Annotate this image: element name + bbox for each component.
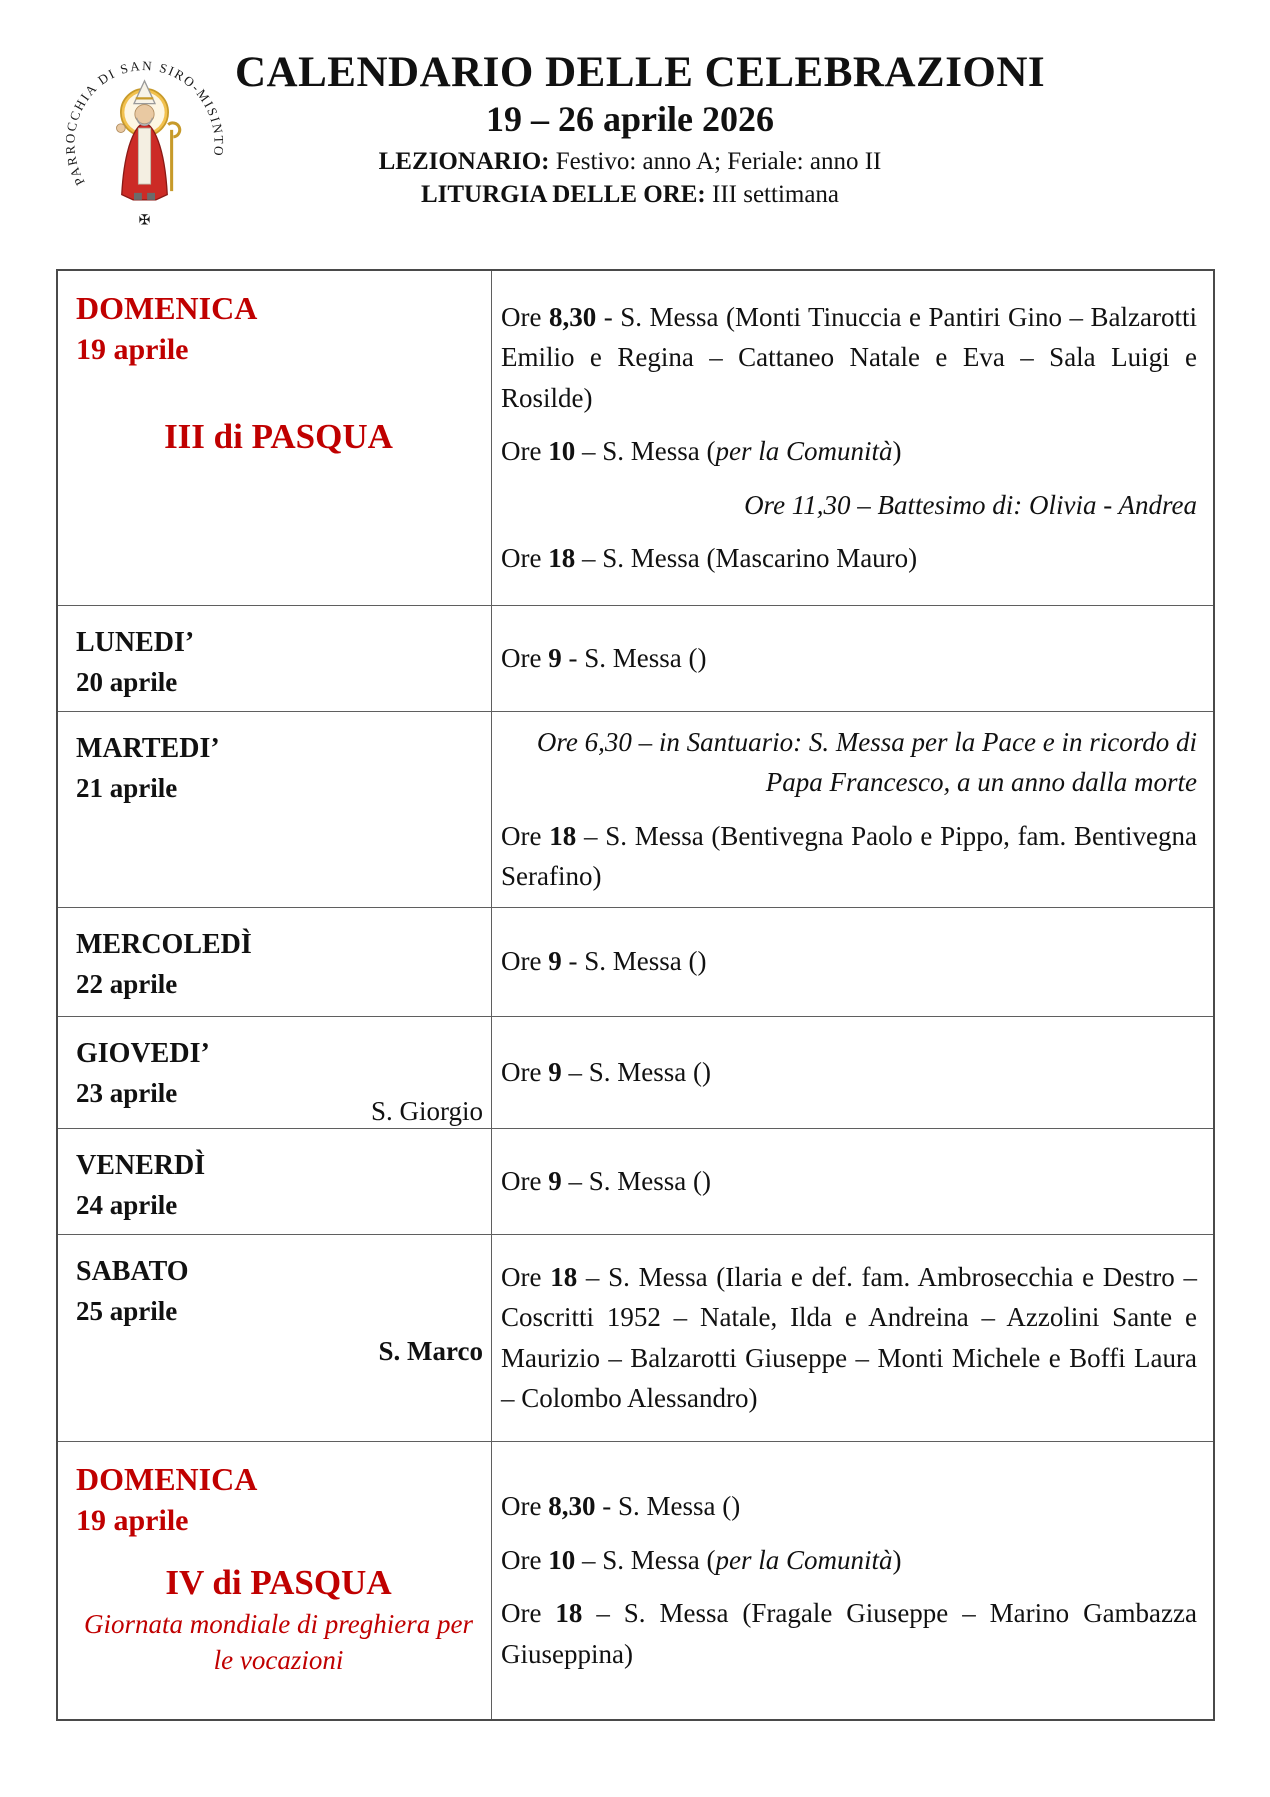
- day-cell: [57, 1441, 492, 1720]
- parish-logo: [57, 42, 232, 230]
- mass-entry: [501, 1593, 1197, 1674]
- mass-entry-segment: 9: [548, 1056, 562, 1087]
- day-label: MARTEDI’: [76, 732, 220, 764]
- mass-entry: [501, 1257, 1197, 1419]
- saint-label: S. Giorgio: [370, 1096, 483, 1127]
- mass-cell: [492, 270, 1215, 605]
- day-label: LUNEDI’: [76, 626, 195, 658]
- mass-entry-segment: Ore: [501, 436, 549, 467]
- mass-entry-segment: Ore 11,30 – Battesimo di: Olivia - Andrea: [744, 489, 1197, 520]
- saint-label: S. Marco: [378, 1335, 483, 1366]
- lezionario-line: [235, 146, 1025, 178]
- mass-entry-segment: – S. Messa (): [561, 1056, 711, 1087]
- mass-entry: [501, 431, 1197, 472]
- mass-entry-segment: Ore: [501, 1165, 549, 1196]
- mass-entry-segment: Ore: [501, 946, 549, 977]
- table-body: [57, 270, 1214, 1720]
- mass-entry-segment: 8,30: [548, 1491, 596, 1522]
- mass-entry: [501, 816, 1197, 897]
- date-label: 19 aprile: [76, 1503, 189, 1537]
- mass-entry: [501, 1161, 1197, 1202]
- liturgia-line: [235, 179, 1025, 211]
- lezionario-label: LEZIONARIO:: [378, 148, 550, 176]
- mass-entry-segment: – S. Messa (): [561, 1165, 711, 1196]
- parish-logo-graphic: [57, 42, 232, 230]
- mass-entry-segment: Ore: [501, 1056, 549, 1087]
- mass-cell: [492, 1234, 1215, 1441]
- lezionario-text: Festivo: anno A; Feriale: anno II: [549, 148, 882, 176]
- date-label: 23 aprile: [76, 1077, 178, 1108]
- mass-entry-segment: Ore: [501, 1261, 551, 1292]
- mass-entry-segment: – S. Messa (Fragale Giuseppe – Marino Gambazza Giuseppina): [501, 1598, 1197, 1669]
- mass-entry: [501, 1540, 1197, 1581]
- mass-entry-segment: – S. Messa (: [575, 1544, 716, 1575]
- mass-entry-segment: 9: [548, 642, 562, 673]
- mass-entry: [501, 941, 1197, 982]
- mass-entry: [501, 538, 1197, 579]
- mass-entry-segment: Ore: [501, 1544, 549, 1575]
- mass-entry-segment: 18: [555, 1598, 583, 1629]
- feast-label: III di PASQUA: [164, 416, 393, 456]
- mass-cell: [492, 711, 1215, 907]
- day-cell: [57, 1234, 492, 1441]
- mass-entry-segment: Ore: [501, 642, 549, 673]
- mass-entry-segment: - S. Messa (): [561, 946, 707, 977]
- date-label: 20 aprile: [76, 666, 178, 697]
- mass-cell: [492, 907, 1215, 1016]
- mass-entry-segment: 18: [548, 543, 576, 574]
- header: [235, 49, 1046, 212]
- feast-note: Giornata mondiale di preghiera per le vocazioni: [84, 1609, 473, 1675]
- table-row: [57, 270, 1214, 605]
- mass-cell: [492, 1016, 1215, 1128]
- date-range: 19 – 26 aprile 2026: [486, 99, 774, 140]
- mass-entry: [501, 485, 1197, 526]
- table-row: [57, 605, 1214, 711]
- mass-entry-segment: ): [892, 1544, 902, 1575]
- celebrations-table: [56, 269, 1215, 1721]
- liturgia-text: III settimana: [705, 181, 840, 209]
- table-row: [57, 1016, 1214, 1128]
- mass-entry: [501, 638, 1197, 679]
- date-label: 24 aprile: [76, 1189, 178, 1220]
- mass-entry-segment: – S. Messa (Bentivegna Paolo e Pippo, fam. Bentivegna Serafino): [501, 820, 1197, 891]
- logo-ring-text: PARROCCHIA DI SAN SIRO-MISINTO: [62, 57, 227, 189]
- mass-entry-segment: Ore: [501, 301, 549, 332]
- mass-cell: [492, 605, 1215, 711]
- day-label: SABATO: [76, 1255, 189, 1287]
- day-cell: [57, 1016, 492, 1128]
- mass-entry-segment: - S. Messa (): [561, 642, 707, 673]
- table-row: [57, 907, 1214, 1016]
- date-label: 19 aprile: [76, 333, 189, 367]
- bishop-figure: [117, 81, 180, 200]
- liturgia-label: LITURGIA DELLE ORE:: [420, 181, 706, 209]
- mass-entry-segment: per la Comunità: [715, 436, 893, 467]
- mass-entry-segment: 10: [548, 436, 576, 467]
- mass-entry-segment: 9: [548, 1165, 562, 1196]
- date-label: 25 aprile: [76, 1295, 178, 1326]
- mass-entry-segment: 18: [550, 1261, 578, 1292]
- mass-entry: [501, 1052, 1197, 1093]
- mass-entry-segment: 10: [548, 1544, 576, 1575]
- mass-entry: [501, 297, 1197, 419]
- mass-entry-segment: 8,30: [548, 301, 597, 332]
- day-label: MERCOLEDÌ: [76, 928, 252, 960]
- logo-cross-icon: ✠: [138, 213, 151, 229]
- mass-cell: [492, 1441, 1215, 1720]
- date-label: 21 aprile: [76, 772, 178, 803]
- mass-entry-segment: - S. Messa (): [595, 1491, 741, 1522]
- page-title: CALENDARIO DELLE CELEBRAZIONI: [235, 49, 1046, 96]
- mass-entry-segment: Ore: [501, 1491, 549, 1522]
- table-row: [57, 1128, 1214, 1234]
- mass-entry-segment: Ore: [501, 820, 550, 851]
- day-label: VENERDÌ: [76, 1149, 206, 1181]
- day-label: GIOVEDI’: [76, 1037, 210, 1069]
- table-row: [57, 1234, 1214, 1441]
- day-cell: [57, 907, 492, 1016]
- mass-entry-segment: Ore: [501, 1598, 556, 1629]
- day-cell: [57, 270, 492, 605]
- mass-entry-segment: - S. Messa (Monti Tinuccia e Pantiri Gino – Balzarotti Emilio e Regina – Cattaneo Natale e Eva – Sala Luigi e Rosilde): [501, 301, 1197, 413]
- mass-entry: [501, 722, 1197, 803]
- table-row: [57, 1441, 1214, 1720]
- mass-entry-segment: ): [892, 436, 902, 467]
- day-label: DOMENICA: [76, 290, 258, 326]
- mass-entry-segment: 9: [548, 946, 562, 977]
- mass-cell: [492, 1128, 1215, 1234]
- mass-entry-segment: – S. Messa (Mascarino Mauro): [575, 543, 918, 574]
- table-row: [57, 711, 1214, 907]
- mass-entry-segment: – S. Messa (: [575, 436, 716, 467]
- mass-entry: [501, 1486, 1197, 1527]
- day-cell: [57, 605, 492, 711]
- day-label: DOMENICA: [76, 1460, 258, 1497]
- date-label: 22 aprile: [76, 968, 178, 999]
- mass-entry-segment: per la Comunità: [715, 1544, 893, 1575]
- mass-entry-segment: Ore 6,30 – in Santuario: S. Messa per la Pace e in ricordo di Papa Francesco, a un anno dalla morte: [536, 726, 1197, 797]
- day-cell: [57, 711, 492, 907]
- mass-entry-segment: Ore: [501, 543, 549, 574]
- feast-label: IV di PASQUA: [165, 1563, 392, 1603]
- day-cell: [57, 1128, 492, 1234]
- mass-entry-segment: 18: [549, 820, 577, 851]
- mass-entry-segment: – S. Messa (Ilaria e def. fam. Ambrosecchia e Destro – Coscritti 1952 – Natale, Ilda e Andreina – Azzolini Sante e Maurizio – Balzarotti Giuseppe – Monti Michele e Boffi Laura – Colombo Alessandro): [501, 1261, 1197, 1413]
